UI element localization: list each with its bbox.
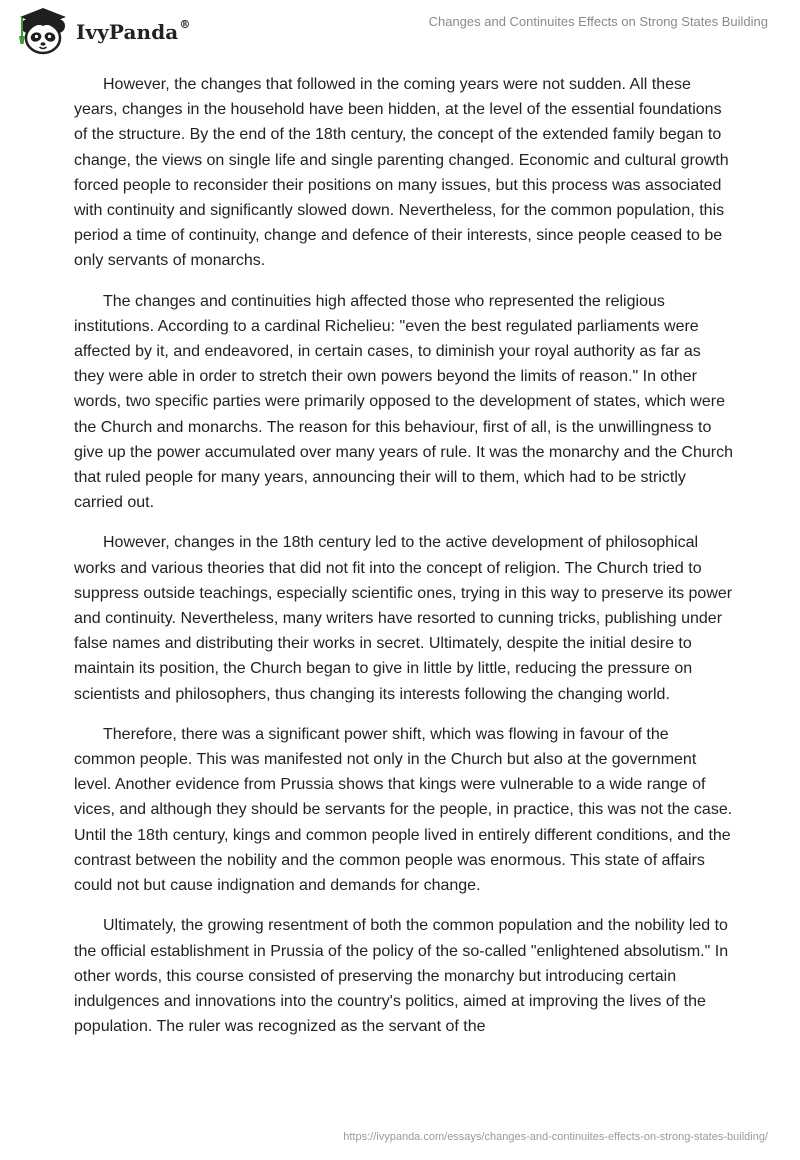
paragraph: Ultimately, the growing resentment of both the common population and the nobility led to the official establishment in Prussia of the policy of the so-called "enlightened absolutism." In other words, this course consisted of preserving the monarchy but introducing certain indulgences and innovations into the country's politics, aimed at improving the lives of the population. The ruler was recognized as the servant of the	[74, 917, 729, 1036]
logo-wordmark: IvyPanda	[76, 20, 179, 44]
document-title: Changes and Continuites Effects on Strong States Building	[428, 14, 768, 29]
paragraph: However, changes in the 18th century led to the active development of philosophical works and various theories that did not fit into the concept of religion. The Church tried to suppress outside teachings, especially scientific ones, trying in this way to preserve its power and continuity. Nevertheless, many writers have resorted to cunning tricks, publishing under false names and distributing their works in secret. Ultimately, despite the initial desire to maintain its position, the Church began to give in little by little, reducing the pressure on scientists and philosophers, thus changing its interests following the changing world.	[74, 534, 733, 703]
ivypanda-logo[interactable]	[14, 6, 190, 58]
paragraph: Therefore, there was a significant power shift, which was flowing in favour of the common people. This was manifested not only in the Church but also at the government level. Another evidence from Prussia shows that kings were vulnerable to a wide range of vices, and although they should be servants for the people, in practice, this was not the case. Until the 18th century, kings and common people lived in entirely different conditions, and the contrast between the nobility and the common people was enormous. This state of affairs could not but cause indignation and demands for change.	[74, 725, 733, 895]
page-header	[0, 0, 800, 70]
registered-mark: ®	[179, 18, 191, 31]
paragraph: The changes and continuities high affected those who represented the religious institutions. According to a cardinal Richelieu: "even the best regulated parliaments were affected by it, and endeavored, in certain cases, to diminish your royal authority as far as they were able in order to stretch their own powers beyond the limits of reason." In other words, two specific parties were primarily opposed to the development of states, which were the Church and monarchs. The reason for this behaviour, first of all, is the unwillingness to give up the power accumulated over many years of rule. It was the monarchy and the Church that ruled people for many years, announcing their will to them, which had to be strictly carried out.	[74, 292, 734, 512]
paragraph: However, the changes that followed in the coming years were not sudden. All these years, changes in the household have been hidden, at the level of the essential foundations of the structure. By the end of the 18th century, the concept of the extended family began to change, the views on single life and single parenting changed. Economic and cultural growth forced people to reconsider their positions on many issues, but this process was associated with continuity and significantly slowed down. Nevertheless, for the common population, this period a time of continuity, change and defence of their interests, since people ceased to be only servants of monarchs.	[74, 76, 729, 270]
essay-body	[74, 72, 734, 1054]
logo-text	[76, 20, 190, 44]
panda-graduate-icon	[14, 6, 72, 58]
source-url-link[interactable]: https://ivypanda.com/essays/changes-and-continuites-effects-on-strong-states-building/	[343, 1131, 768, 1143]
